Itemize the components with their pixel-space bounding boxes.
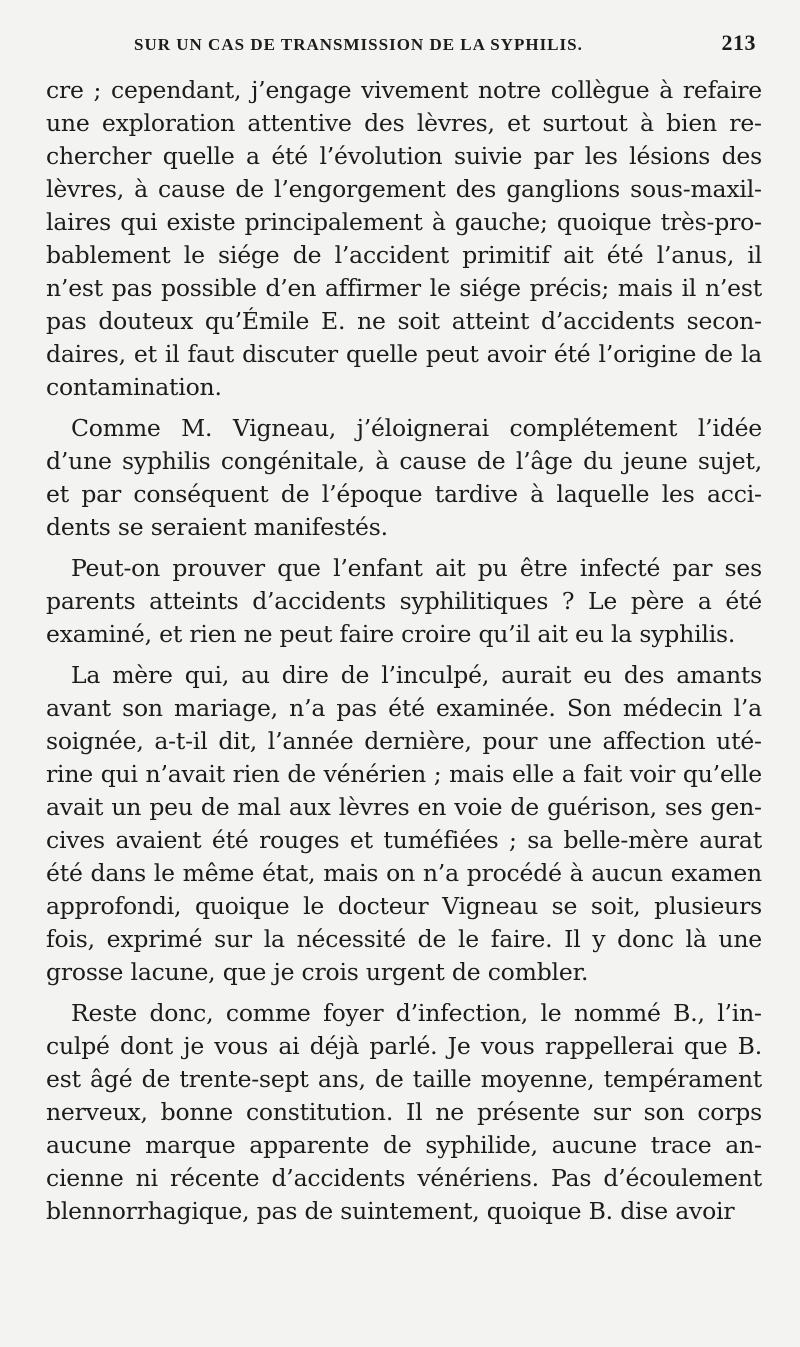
paragraph-2: Comme M. Vigneau, j’éloignerai complétement l’idée d’une syphilis congénitale, à cause de l’âge du jeune sujet, et par conséquent de l’époque tardive à laquelle les accidents se seraient manifestés.: [46, 414, 762, 541]
running-head: [46, 30, 762, 74]
paragraph-1: cre ; cependant, j’engage vivement notre collègue à refaire une exploration attentive des lèvres, et surtout à bien rechercher quelle a été l’évolution suivie par les lésions des lèvres, à cause de l’engorgement des ganglions sous-maxillaires qui existe principalement à gauche; quoique très-probablement le siége de l’accident primitif ait été l’anus, il n’est pas possible d’en affirmer le siége précis; mais il n’est pas douteux qu’Émile E. ne soit atteint d’accidents secondaires, et il faut discuter quelle peut avoir été l’origine de la contamination.: [46, 76, 762, 401]
running-title: SUR UN CAS DE TRANSMISSION DE LA SYPHILIS.: [134, 35, 583, 54]
page-number: 213: [721, 30, 756, 55]
paragraph-5: Reste donc, comme foyer d’infection, le nommé B., l’inculpé dont je vous ai déjà parlé. Je vous rappellerai que B. est âgé de trente-sept ans, de taille moyenne, tempérament nerveux, bonne constitution. Il ne présente sur son corps aucune marque apparente de syphilide, aucune trace ancienne ni récente d’accidents vénériens. Pas d’écoulement blennorrhagique, pas de suintement, quoique B. dise avoir: [46, 999, 762, 1225]
paragraph-3: Peut-on prouver que l’enfant ait pu être infecté par ses parents atteints d’accidents syphilitiques ? Le père a été examiné, et rien ne peut faire croire qu’il ait eu la syphilis.: [46, 554, 762, 648]
body-text: [46, 74, 762, 1228]
paragraph-4: La mère qui, au dire de l’inculpé, aurait eu des amants avant son mariage, n’a pas été examinée. Son médecin l’a soignée, a-t-il dit, l’année dernière, pour une affection utérine qui n’avait rien de vénérien ; mais elle a fait voir qu’elle avait un peu de mal aux lèvres en voie de guérison, ses gencives avaient été rouges et tuméfiées ; sa belle-mère aurat été dans le même état, mais on n’a procédé à aucun examen approfondi, quoique le docteur Vigneau se soit, plusieurs fois, exprimé sur la nécessité de le faire. Il y donc là une grosse lacune, que je crois urgent de combler.: [46, 661, 762, 986]
